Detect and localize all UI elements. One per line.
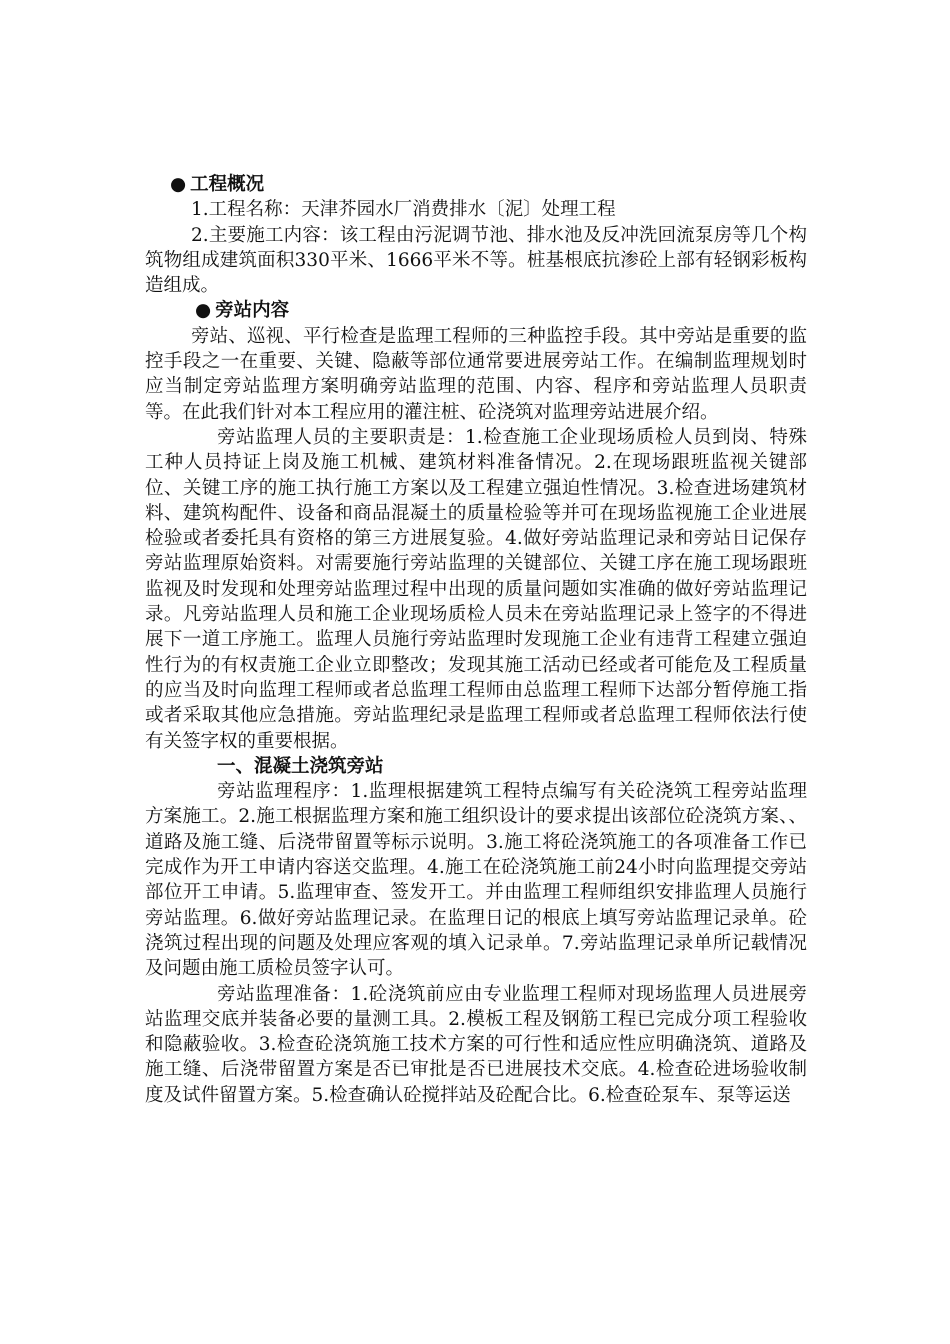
side-station-paragraph-1: 旁站、巡视、平行检查是监理工程师的三种监控手段。其中旁站是重要的监控手段之一在重要、关键、隐蔽等部位通常要进展旁站工作。在编制监理规划时应当制定旁站监理方案明确旁站监理的范围、内容、程序和旁站监理人员职责等。在此我们针对本工程应用的灌注桩、砼浇筑对监理旁站进展介绍。 [145, 325, 807, 423]
bullet-icon: ● [195, 300, 212, 322]
section-heading-overview [145, 172, 807, 197]
document-page [145, 172, 807, 1108]
overview-item-1: 1.工程名称：天津芥园水厂消费排水〔泥〕处理工程 [191, 199, 616, 221]
section-heading-concrete: 一、混凝土浇筑旁站 [217, 755, 384, 777]
section-title-side-station: 旁站内容 [215, 300, 290, 322]
overview-item-2: 2.主要施工内容：该工程由污泥调节池、排水池及反冲洗回流泵房等几个构筑物组成建筑面积330平米、1666平米不等。桩基根底抗渗砼上部有轻钢彩板构造组成。 [145, 224, 807, 297]
section-title-overview: 工程概况 [190, 174, 265, 195]
section-heading-side-station [145, 298, 807, 323]
concrete-paragraph-2: 旁站监理准备：1.砼浇筑前应由专业监理工程师对现场监理人员进展旁站监理交底并装备必要的量测工具。2.模板工程及钢筋工程已完成分项工程验收和隐蔽验收。3.检查砼浇筑施工技术方案的可行性和适应性应明确浇筑、道路及施工缝、后浇带留置方案是否已审批是否已进展技术交底。4.检查砼进场验收制度及试件留置方案。5.检查确认砼搅拌站及砼配合比。6.检查砼泵车、泵等运送 [145, 983, 807, 1106]
bullet-icon: ● [170, 174, 187, 195]
concrete-paragraph-1: 旁站监理程序：1.监理根据建筑工程特点编写有关砼浇筑工程旁站监理方案施工。2.施工根据监理方案和施工组织设计的要求提出该部位砼浇筑方案、、道路及施工缝、后浇带留置等标示说明。3.施工将砼浇筑施工的各项准备工作已完成作为开工申请内容送交监理。4.施工在砼浇筑施工前24小时向监理提交旁站部位开工申请。5.监理审查、签发开工。并由监理工程师组织安排监理人员施行旁站监理。6.做好旁站监理记录。在监理日记的根底上填写旁站监理记录单。砼浇筑过程出现的问题及处理应客观的填入记录单。7.旁站监理记录单所记载情况及问题由施工质检员签字认可。 [145, 781, 807, 980]
side-station-paragraph-2: 旁站监理人员的主要职责是：1.检查施工企业现场质检人员到岗、特殊工种人员持证上岗及施工机械、建筑材料准备情况。2.在现场跟班监视关键部位、关键工序的施工执行施工方案以及工程建立强迫性情况。3.检查进场建筑材料、建筑构配件、设备和商品混凝土的质量检验等并可在现场监视施工企业进展检验或者委托具有资格的第三方进展复验。4.做好旁站监理记录和旁站日记保存旁站监理原始资料。对需要施行旁站监理的关键部位、关键工序在施工现场跟班监视及时发现和处理旁站监理过程中出现的质量问题如实准确的做好旁站监理记录。凡旁站监理人员和施工企业现场质检人员未在旁站监理记录上签字的不得进展下一道工序施工。监理人员施行旁站监理时发现施工企业有违背工程建立强迫性行为的有权责施工企业立即整改；发现其施工活动已经或者可能危及工程质量的应当及时向监理工程师或者总监理工程师由总监理工程师下达部分暂停施工指或者采取其他应急措施。旁站监理纪录是监理工程师或者总监理工程师依法行使有关签字权的重要根据。 [145, 426, 807, 752]
